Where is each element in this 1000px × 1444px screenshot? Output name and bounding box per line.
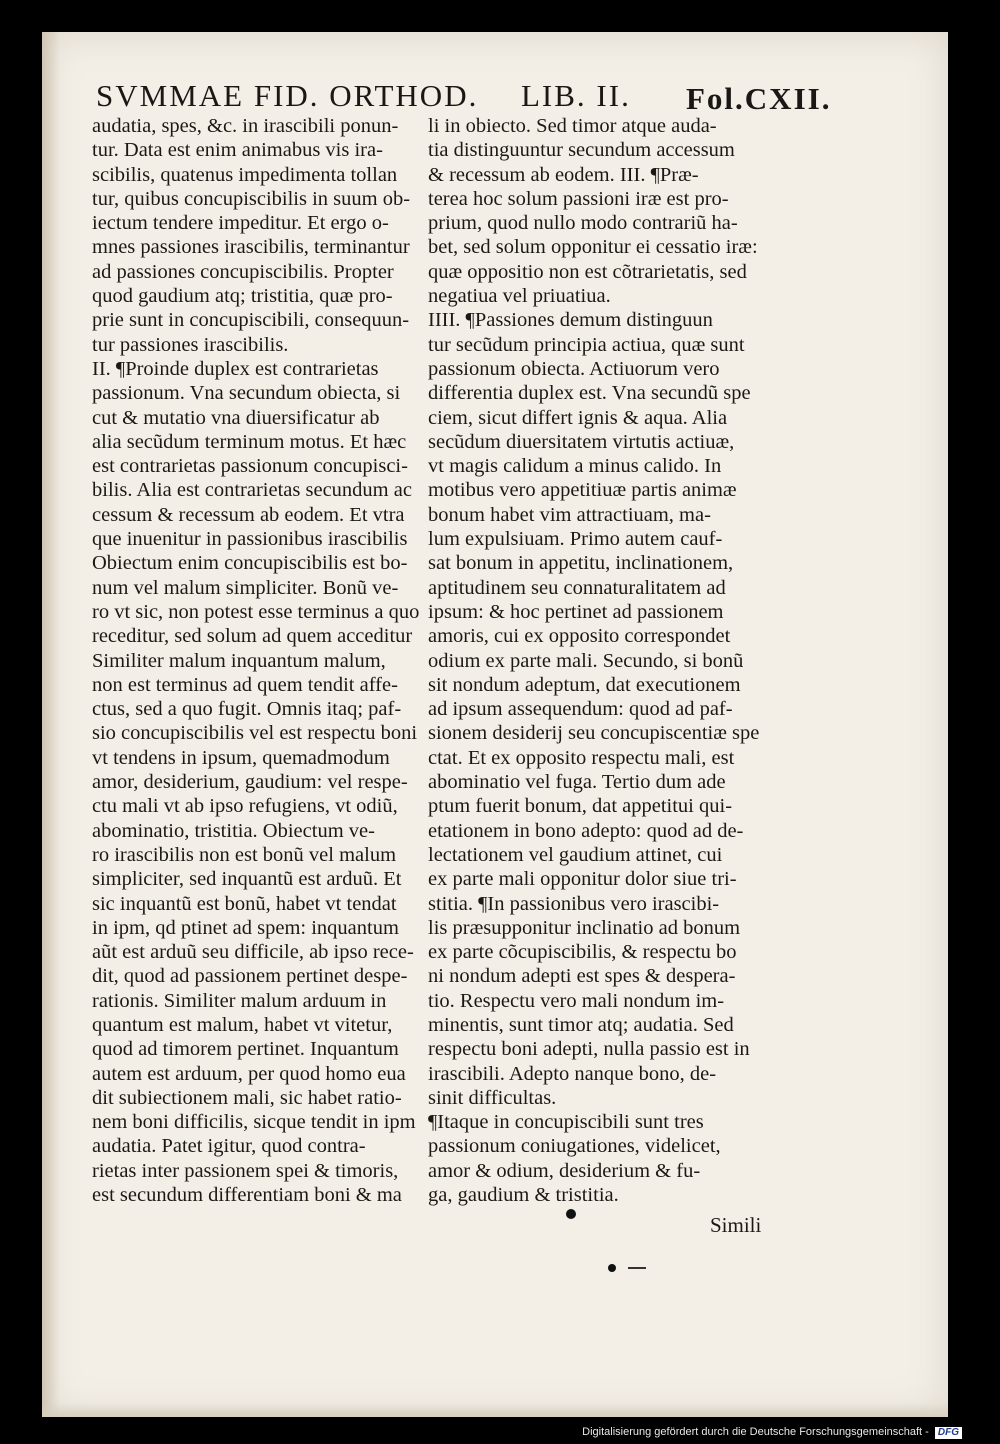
running-head <box>96 78 832 118</box>
text-line: ga, gaudium & tristitia. <box>428 1184 619 1207</box>
text-line: ctus, sed a quo fugit. Omnis itaq; paf- <box>92 698 402 721</box>
text-line: negatiua vel priuatiua. <box>428 285 611 308</box>
text-line: dit subiectionem mali, sic habet ratio- <box>92 1086 402 1109</box>
text-line: amor & odium, desiderium & fu- <box>428 1159 701 1182</box>
text-line: cut & mutatio vna diuersificatur ab <box>92 406 380 429</box>
running-head-book: LIB. II. <box>521 78 631 113</box>
text-line: lum expulsiuam. Primo autem cauf- <box>428 528 723 551</box>
text-line: quæ oppositio non est cõtrarietatis, sed <box>428 260 747 283</box>
text-line: etationem in bono adepto: quod ad de- <box>428 819 744 842</box>
text-line: Similiter malum inquantum malum, <box>92 649 386 672</box>
text-line: lectationem vel gaudium attinet, cui <box>428 843 723 866</box>
page-gutter-shadow <box>42 32 60 1417</box>
text-line: quod ad timorem pertinet. Inquantum <box>92 1038 399 1061</box>
text-line: sat bonum in appetitu, inclinationem, <box>428 552 734 575</box>
text-line: num vel malum simpliciter. Bonũ ve- <box>92 576 399 599</box>
text-line: ro irascibilis non est bonũ vel malum <box>92 843 397 866</box>
text-line: receditur, sed solum ad quem acceditur <box>92 625 413 648</box>
catchword: Simili <box>710 1213 762 1237</box>
text-column-right <box>428 114 790 1207</box>
text-line: odium ex parte mali. Secundo, si bonũ <box>428 649 744 672</box>
text-line: motibus vero appetitiuæ partis animæ <box>428 479 737 502</box>
ink-dot-mark <box>566 1209 576 1219</box>
text-line: ro vt sic, non potest esse terminus a quo <box>92 600 420 623</box>
text-line: rietas inter passionem spei & timoris, <box>92 1159 399 1182</box>
text-line: nem boni difficilis, sicque tendit in ipm <box>92 1111 416 1134</box>
text-line: ex parte cõcupiscibilis, & respectu bo <box>428 941 737 964</box>
text-line: quod gaudium atq; tristitia, quæ pro- <box>92 285 393 308</box>
text-line: iectum tendere impeditur. Et ergo o- <box>92 212 389 235</box>
text-line: ex parte mali opponitur dolor siue tri- <box>428 868 737 891</box>
text-line: ni nondum adepti est spes & despera- <box>428 965 736 988</box>
signature-dash-mark <box>628 1267 646 1269</box>
text-line: bonum habet vim attractiuam, ma- <box>428 503 711 526</box>
text-line: amor, desiderium, gaudium: vel respe- <box>92 771 408 794</box>
text-line: prium, quod nullo modo contrariũ ha- <box>428 212 738 235</box>
text-line: sinit difficultas. <box>428 1086 557 1109</box>
text-line: bilis. Alia est contrarietas secundum ac <box>92 479 412 502</box>
text-line: abominatio vel fuga. Tertio dum ade <box>428 771 726 794</box>
text-line: minentis, sunt timor atq; audatia. Sed <box>428 1013 734 1036</box>
dfg-logo: DFG <box>935 1427 962 1439</box>
text-line: tur passiones irascibilis. <box>92 333 289 356</box>
text-line: ipsum: & hoc pertinet ad passionem <box>428 600 724 623</box>
text-line: in ipm, qd ptinet ad spem: inquantum <box>92 916 399 939</box>
text-line: tio. Respectu vero mali nondum im- <box>428 989 725 1012</box>
text-line: est contrarietas passionum concupisci- <box>92 455 408 478</box>
text-line: ptum fuerit bonum, dat appetitui qui- <box>428 795 733 818</box>
text-column-left <box>92 114 420 1207</box>
folio-number: Fol.CXII. <box>686 81 832 116</box>
page-bottom-shadow <box>42 1403 948 1417</box>
text-line: differentia duplex est. Vna secundũ spe <box>428 382 751 405</box>
text-line: ciem, sicut differt ignis & aqua. Alia <box>428 406 728 429</box>
text-line: sionem desiderij seu concupiscentiæ spe <box>428 722 760 745</box>
text-line: aptitudinem seu connaturalitatem ad <box>428 576 726 599</box>
text-line: stitia. ¶In passionibus vero irascibi- <box>428 892 720 915</box>
text-line: prie sunt in concupiscibili, consequun- <box>92 309 410 332</box>
text-line: ¶Itaque in concupiscibili sunt tres <box>428 1111 704 1134</box>
text-line: li in obiecto. Sed timor atque auda- <box>428 115 717 137</box>
text-line: irascibili. Adepto nanque bono, de- <box>428 1062 717 1085</box>
text-line: lis præsupponitur inclinatio ad bonum <box>428 916 741 939</box>
text-line: est secundum differentiam boni & ma <box>92 1184 402 1207</box>
text-line: cessum & recessum ab eodem. Et vtra <box>92 503 405 526</box>
credit-text: Digitalisierung gefördert durch die Deutsche Forschungsgemeinschaft - <box>582 1426 929 1438</box>
text-line: sit nondum adeptum, dat executionem <box>428 673 741 696</box>
text-line: sio concupiscibilis vel est respectu boni <box>92 722 418 745</box>
text-line: vt magis calidum a minus calido. In <box>428 455 722 478</box>
text-line: ad passiones concupiscibilis. Propter <box>92 260 394 283</box>
running-head-title: SVMMAE FID. ORTHOD. <box>96 78 479 113</box>
text-line: IIII. ¶Passiones demum distinguun <box>428 309 713 332</box>
text-line: audatia. Patet igitur, quod contra- <box>92 1135 366 1158</box>
text-line: ctu mali vt ab ipso refugiens, vt odiũ, <box>92 795 398 818</box>
text-line: respectu boni adepti, nulla passio est in <box>428 1038 750 1061</box>
text-line: autem est arduum, per quod homo eua <box>92 1062 406 1085</box>
text-line: dit, quod ad passionem pertinet despe- <box>92 965 408 988</box>
text-line: tur. Data est enim animabus vis ira- <box>92 139 383 162</box>
text-line: tur, quibus concupiscibilis in suum ob- <box>92 187 411 210</box>
text-line: mnes passiones irascibilis, terminantur <box>92 236 410 259</box>
text-line: aũt est arduũ seu difficile, ab ipso rece- <box>92 941 414 964</box>
text-line: non est terminus ad quem tendit affe- <box>92 673 398 696</box>
text-line: alia secũdum terminum motus. Et hæc <box>92 430 407 453</box>
digitization-credit <box>582 1426 962 1439</box>
signature-dot-mark <box>608 1264 616 1272</box>
text-line: secũdum diuersitatem virtutis actiuæ, <box>428 430 735 453</box>
text-line: sic inquantũ est bonũ, habet vt tendat <box>92 892 397 915</box>
text-line: simpliciter, sed inquantũ est arduũ. Et <box>92 868 402 891</box>
text-line: ctat. Et ex opposito respectu mali, est <box>428 746 735 769</box>
text-line: vt tendens in ipsum, quemadmodum <box>92 746 390 769</box>
text-line: tia distinguuntur secundum accessum <box>428 139 735 162</box>
text-line: quantum est malum, habet vt vitetur, <box>92 1013 393 1036</box>
text-line: ad ipsum assequendum: quod ad paf- <box>428 698 733 721</box>
text-line: scibilis, quatenus impedimenta tollan <box>92 163 398 186</box>
text-line: II. ¶Proinde duplex est contrarietas <box>92 357 379 380</box>
text-line: terea hoc solum passioni iræ est pro- <box>428 187 729 210</box>
text-line: passionum. Vna secundum obiecta, si <box>92 382 401 405</box>
text-line: Obiectum enim concupiscibilis est bo- <box>92 552 408 575</box>
text-line: tur secũdum principia actiua, quæ sunt <box>428 333 745 356</box>
text-line: audatia, spes, &c. in irascibili ponun- <box>92 115 399 137</box>
text-line: abominatio, tristitia. Obiectum ve- <box>92 819 375 842</box>
text-line: passionum coniugationes, videlicet, <box>428 1135 721 1158</box>
text-line: rationis. Similiter malum arduum in <box>92 989 387 1012</box>
text-line: & recessum ab eodem. III. ¶Præ- <box>428 163 699 186</box>
text-line: passionum obiecta. Actiuorum vero <box>428 357 720 380</box>
text-line: que inuenitur in passionibus irascibilis <box>92 528 408 551</box>
text-line: bet, sed solum opponitur ei cessatio iræ: <box>428 236 758 259</box>
text-line: amoris, cui ex opposito correspondet <box>428 625 731 648</box>
